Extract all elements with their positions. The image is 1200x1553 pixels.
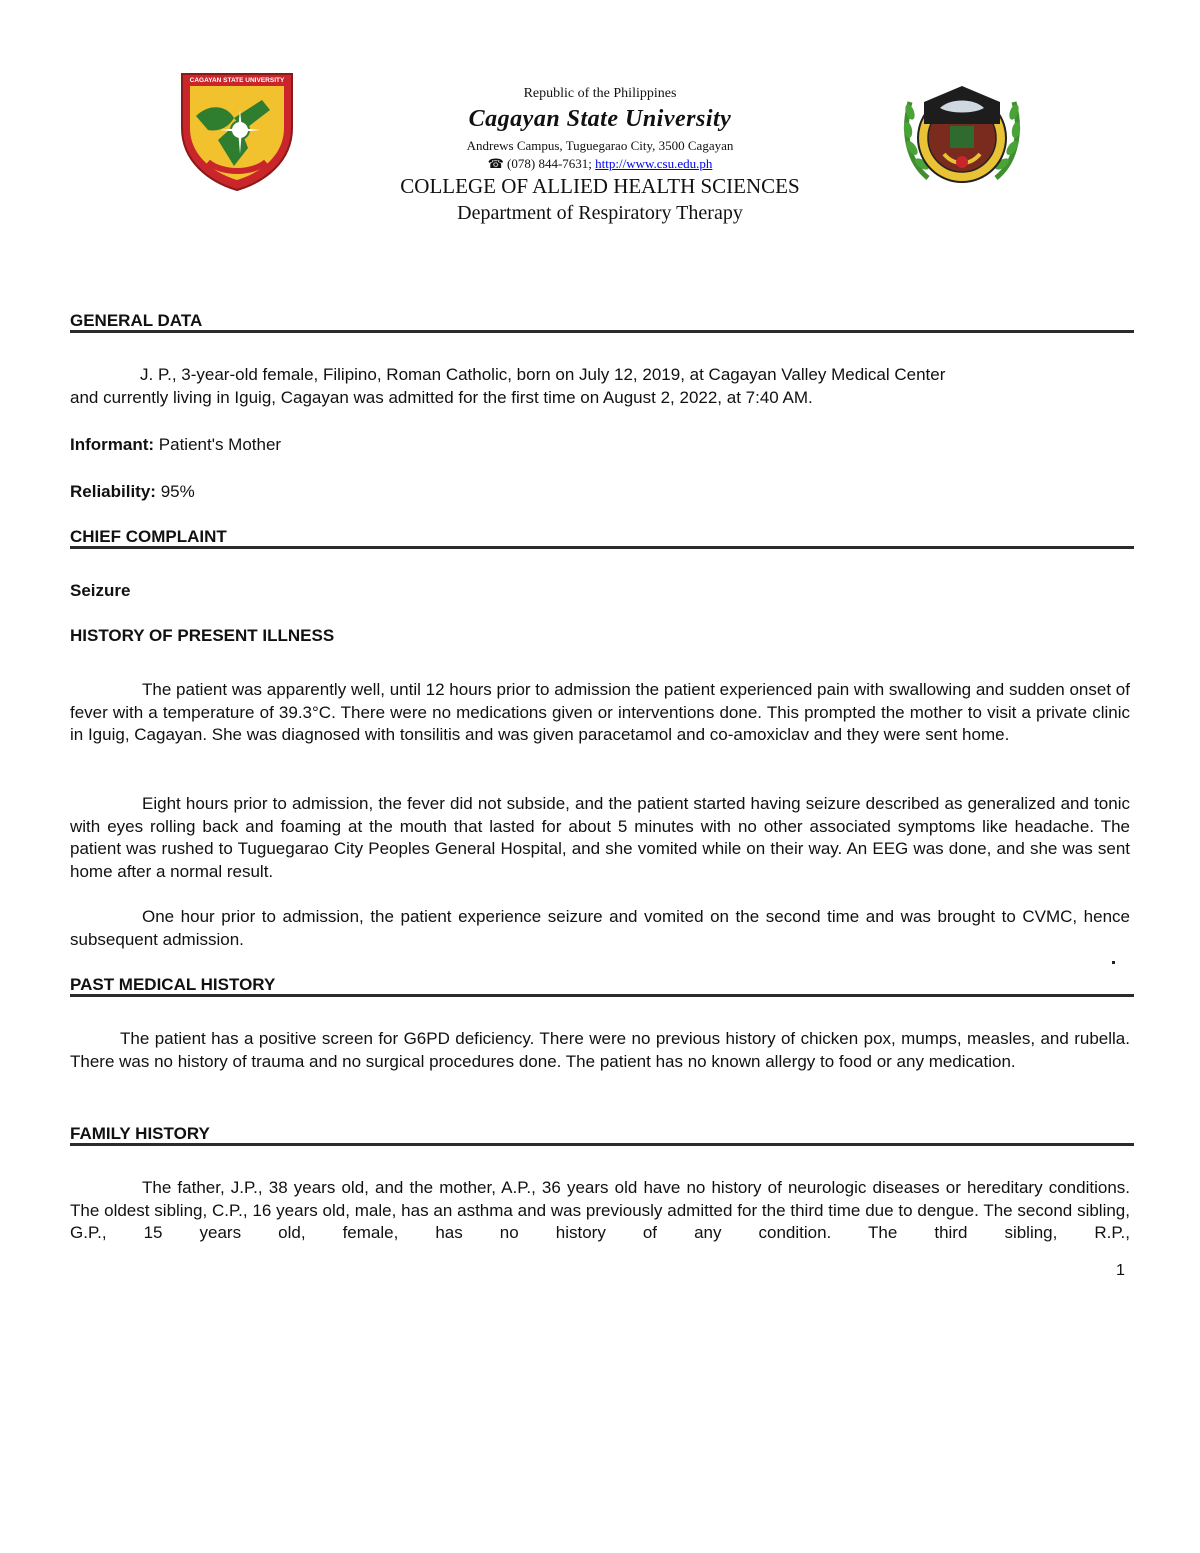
section-divider (70, 546, 1134, 549)
phone-icon: ☎ (487, 156, 504, 171)
header-department: Department of Respiratory Therapy (457, 202, 743, 224)
page-number: 1 (1116, 1262, 1125, 1279)
stray-dot (1112, 961, 1115, 964)
section-divider (70, 1143, 1134, 1146)
section-divider (70, 994, 1134, 997)
header-university-name: Cagayan State University (468, 106, 732, 132)
section-divider (70, 330, 1134, 333)
section-heading-present-illness: HISTORY OF PRESENT ILLNESS (70, 626, 335, 645)
logo-left-text: CAGAYAN STATE UNIVERSITY (189, 77, 285, 84)
header-contact (300, 156, 900, 172)
general-data-line-2: and currently living in Iguig, Cagayan was admitted for the first time on August 2, 2022, at 7:40 AM. (70, 388, 813, 407)
header-republic: Republic of the Philippines (523, 86, 677, 101)
section-heading-past-medical: PAST MEDICAL HISTORY (70, 975, 276, 994)
present-illness-paragraph-1: The patient was apparently well, until 12 hours prior to admission the patient experienced pain with swallowing and sudden onset of fever with a temperature of 39.3°C. There were no medications given or interventions done. This prompted the mother to visit a private clinic in Iguig, Cagayan. She was diagnosed with tonsilitis and was given paracetamol and co-amoxiclav and they were sent home. (70, 680, 1130, 745)
section-heading-general-data: GENERAL DATA (70, 311, 203, 330)
reliability-line (70, 481, 195, 504)
present-illness-paragraph-2: Eight hours prior to admission, the fever did not subside, and the patient started having seizure described as generalized and tonic with eyes rolling back and foaming at the mouth that lasted for about 5 minutes with no other associated symptoms like headache. The patient was rushed to Tuguegarao City Peoples General Hospital, and she vomited while on their way. An EEG was done, and she was sent home after a normal result. (70, 794, 1130, 882)
reliability-value: 95% (160, 482, 195, 501)
informant-line (70, 434, 281, 457)
informant-value: Patient's Mother (158, 435, 282, 454)
header-campus: Andrews Campus, Tuguegarao City, 3500 Cagayan (466, 138, 734, 153)
college-seal-logo (900, 72, 1024, 196)
chief-complaint-value: Seizure (70, 581, 131, 600)
present-illness-paragraph-3: One hour prior to admission, the patient experience seizure and vomited on the second time and was brought to CVMC, hence subsequent admission. (70, 907, 1130, 949)
section-heading-family-history: FAMILY HISTORY (70, 1124, 210, 1143)
general-data-line-1: J. P., 3-year-old female, Filipino, Roman Catholic, born on July 12, 2019, at Cagayan Valley Medical Center (140, 365, 946, 384)
informant-label: Informant: (70, 435, 155, 454)
header-website-link[interactable]: http://www.csu.edu.ph (595, 156, 713, 171)
header-college: COLLEGE OF ALLIED HEALTH SCIENCES (400, 174, 800, 198)
past-medical-paragraph: The patient has a positive screen for G6PD deficiency. There were no previous history of chicken pox, mumps, measles, and rubella. There was no history of trauma and no surgical procedures done. The patient has no known allergy to food or any medication. (70, 1029, 1130, 1071)
family-history-paragraph: The father, J.P., 38 years old, and the mother, A.P., 36 years old have no history of neurologic diseases or hereditary conditions. The oldest sibling, C.P., 16 years old, male, has an asthma and was previously admitted for the third time due to dengue. The second sibling, G.P., 15 years old, female, has no history of any condition. The third sibling, R.P., (70, 1178, 1130, 1243)
reliability-label: Reliability: (70, 482, 156, 501)
header-phone: (078) 844-7631; (507, 156, 592, 171)
section-heading-chief-complaint: CHIEF COMPLAINT (70, 527, 227, 546)
university-seal-logo (178, 70, 296, 192)
